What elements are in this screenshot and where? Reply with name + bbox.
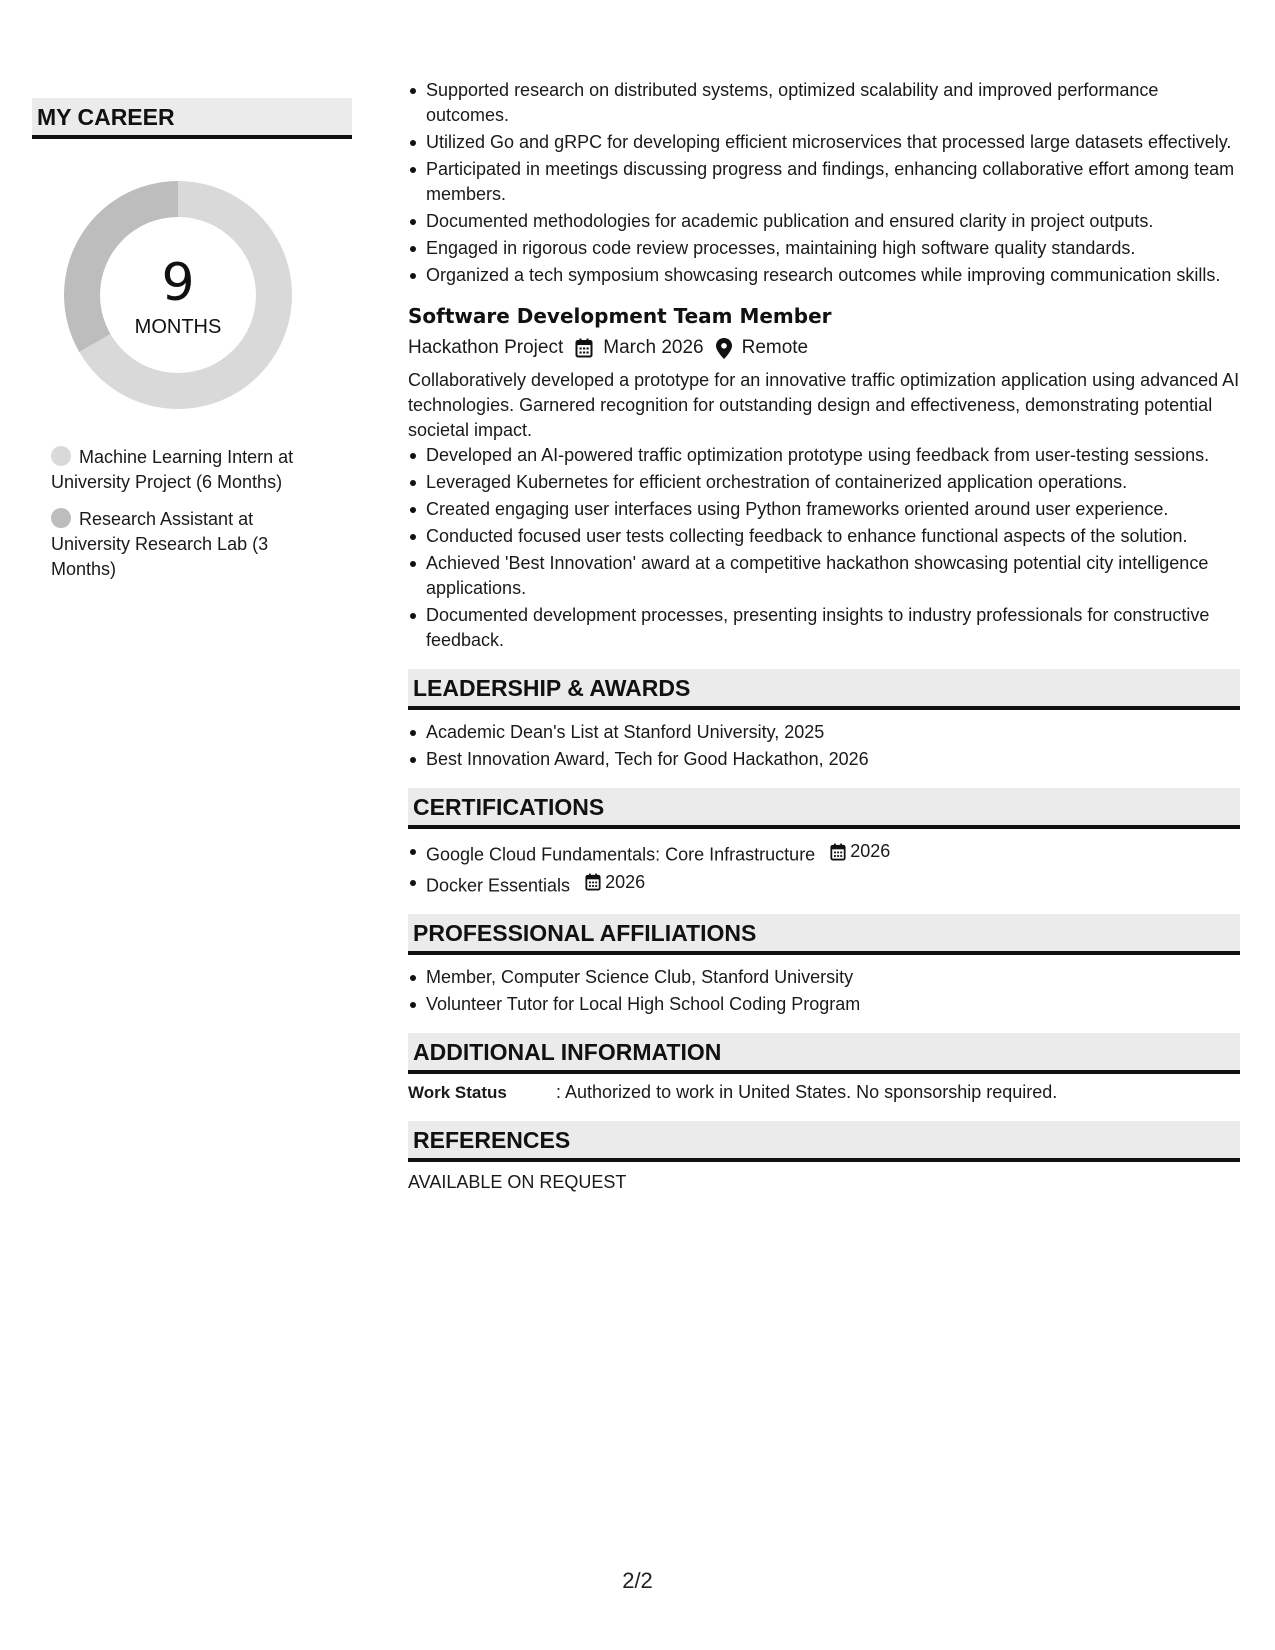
list-item: Leveraged Kubernetes for efficient orchestration of containerized application operations.: [426, 470, 1240, 495]
job-location: Remote: [741, 337, 809, 358]
list-item: Organized a tech symposium showcasing research outcomes while improving communication skills.: [426, 263, 1240, 288]
job-company: Hackathon Project: [408, 337, 564, 358]
job-bullets: [408, 443, 1240, 653]
list-item: Supported research on distributed systems, optimized scalability and improved performance outcomes.: [426, 78, 1240, 128]
certifications-list: [408, 839, 1240, 898]
list-item: Developed an AI-powered traffic optimization prototype using feedback from user-testing sessions.: [426, 443, 1240, 468]
legend-dot: [51, 446, 71, 466]
career-heading: MY CAREER: [32, 98, 352, 139]
chart-center-value: 9: [161, 253, 195, 313]
affiliations-list: [408, 965, 1240, 1017]
job-date: March 2026: [603, 337, 704, 358]
previous-job-bullets: [408, 78, 1240, 288]
certifications-section: [408, 788, 1240, 898]
legend-dot: [51, 508, 71, 528]
work-status-value: : Authorized to work in United States. No sponsorship required.: [556, 1082, 1058, 1102]
leadership-section: [408, 669, 1240, 772]
career-legend: [51, 445, 321, 582]
map-pin-icon: [716, 338, 732, 359]
list-item: [426, 839, 1240, 868]
references-section: [408, 1121, 1240, 1195]
sidebar: [32, 98, 352, 594]
legend-item: [51, 507, 321, 582]
cert-year: 2026: [605, 871, 646, 892]
chart-center-unit: MONTHS: [134, 316, 222, 338]
certifications-heading: CERTIFICATIONS: [408, 788, 1240, 829]
list-item: Created engaging user interfaces using Python frameworks oriented around user experience.: [426, 497, 1240, 522]
main-content: [408, 78, 1240, 1195]
job-description: Collaboratively developed a prototype for an innovative traffic optimization application using advanced AI technologies. Garnered recognition for outstanding design and effectiveness, demonstrating potential societal impact.: [408, 370, 1240, 440]
list-item: Achieved 'Best Innovation' award at a competitive hackathon showcasing potential city intelligence applications.: [426, 551, 1240, 601]
career-donut-chart: [64, 181, 292, 409]
leadership-list: [408, 720, 1240, 772]
list-item: [426, 870, 1240, 899]
list-item: Participated in meetings discussing progress and findings, enhancing collaborative effort among team members.: [426, 157, 1240, 207]
calendar-icon: [585, 873, 601, 891]
additional-info-heading: ADDITIONAL INFORMATION: [408, 1033, 1240, 1074]
affiliations-section: [408, 914, 1240, 1017]
list-item: Documented methodologies for academic publication and ensured clarity in project outputs.: [426, 209, 1240, 234]
list-item: Engaged in rigorous code review processes, maintaining high software quality standards.: [426, 236, 1240, 261]
legend-item: [51, 445, 321, 495]
page-number: 2/2: [622, 1568, 653, 1593]
list-item: Utilized Go and gRPC for developing efficient microservices that processed large datasets effectively.: [426, 130, 1240, 155]
job-meta: [408, 334, 1240, 362]
cert-name: Google Cloud Fundamentals: Core Infrastructure: [426, 844, 816, 865]
calendar-icon: [575, 338, 593, 358]
references-text: AVAILABLE ON REQUEST: [408, 1172, 627, 1192]
calendar-icon: [830, 843, 846, 861]
list-item: Documented development processes, presenting insights to industry professionals for constructive feedback.: [426, 603, 1240, 653]
list-item: Volunteer Tutor for Local High School Coding Program: [426, 992, 1240, 1017]
work-status-row: [408, 1080, 1240, 1105]
cert-year: 2026: [850, 841, 891, 861]
work-status-label: Work Status: [408, 1083, 507, 1102]
leadership-heading: LEADERSHIP & AWARDS: [408, 669, 1240, 710]
affiliations-heading: PROFESSIONAL AFFILIATIONS: [408, 914, 1240, 955]
list-item: Academic Dean's List at Stanford University, 2025: [426, 720, 1240, 745]
job-title: Software Development Team Member: [408, 304, 832, 328]
references-heading: REFERENCES: [408, 1121, 1240, 1162]
cert-name: Docker Essentials: [426, 875, 571, 895]
list-item: Conducted focused user tests collecting feedback to enhance functional aspects of the solution.: [426, 524, 1240, 549]
legend-label: Research Assistant at University Research Lab (3 Months): [51, 509, 269, 579]
legend-label: Machine Learning Intern at University Project (6 Months): [51, 447, 294, 492]
additional-info-section: [408, 1033, 1240, 1105]
list-item: Member, Computer Science Club, Stanford University: [426, 965, 1240, 990]
list-item: Best Innovation Award, Tech for Good Hackathon, 2026: [426, 747, 1240, 772]
